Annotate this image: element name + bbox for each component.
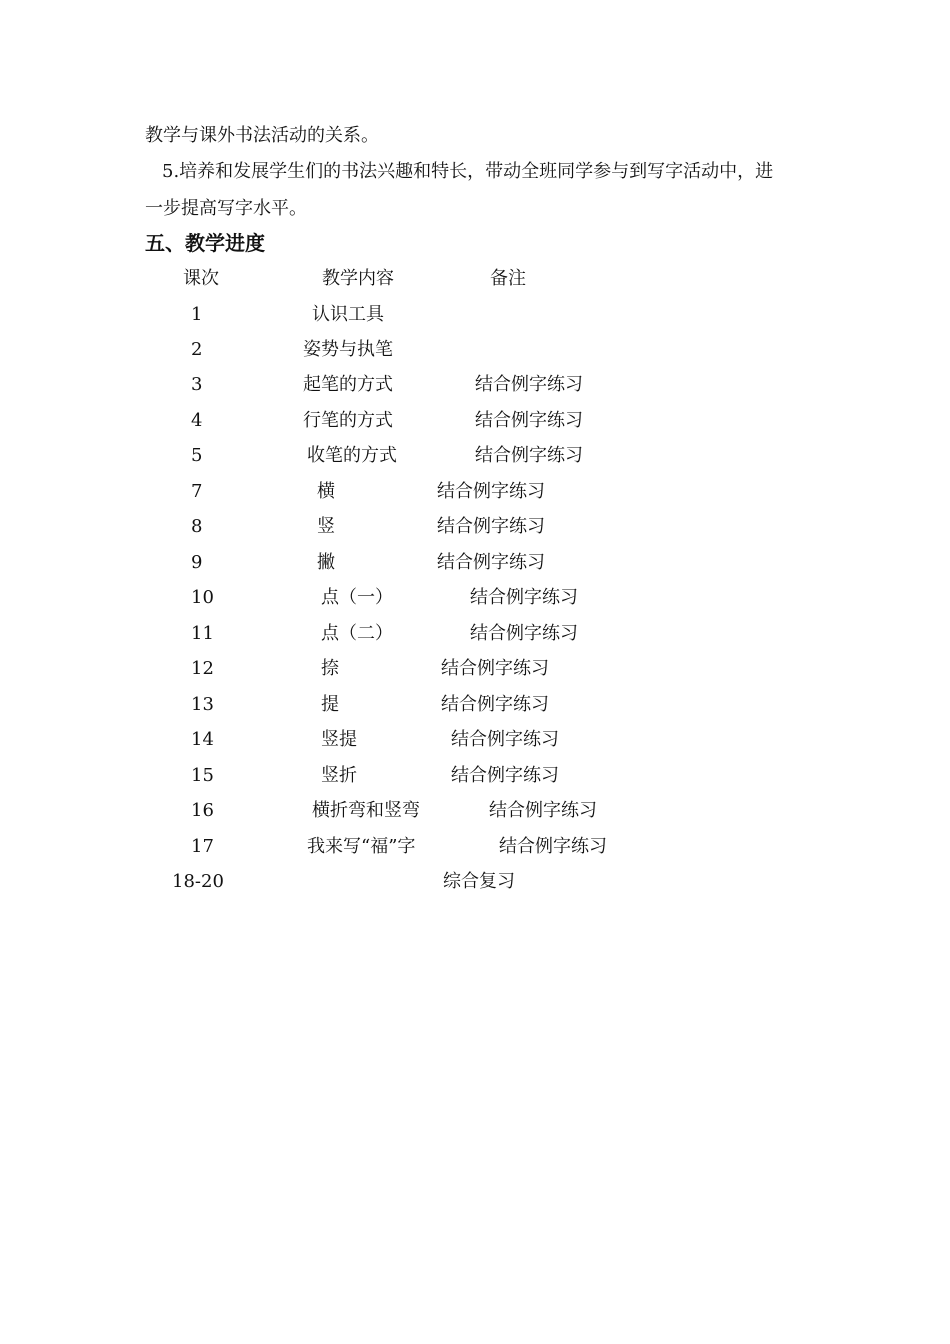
row-8-lesson: 9	[191, 552, 203, 573]
row-1-content: 认识工具	[312, 304, 384, 325]
row-6-lesson: 7	[191, 481, 203, 502]
row-9-lesson: 10	[191, 587, 214, 608]
row-7-lesson: 8	[191, 516, 203, 537]
row-4-note: 结合例字练习	[475, 410, 583, 431]
row-13-lesson: 14	[191, 729, 214, 750]
row-17-content: 综合复习	[443, 871, 515, 892]
section-heading: 五、教学进度	[145, 231, 265, 255]
paragraph-line-1: 教学与课外书法活动的关系。	[145, 125, 379, 146]
row-2-lesson: 2	[191, 339, 203, 360]
row-15-note: 结合例字练习	[489, 800, 597, 821]
row-13-note: 结合例字练习	[451, 729, 559, 750]
row-16-lesson: 17	[191, 836, 214, 857]
row-5-lesson: 5	[191, 445, 203, 466]
row-4-lesson: 4	[191, 410, 203, 431]
row-8-note: 结合例字练习	[437, 552, 545, 573]
row-11-note: 结合例字练习	[441, 658, 549, 679]
row-14-content: 竖折	[321, 765, 357, 786]
row-1-lesson: 1	[191, 304, 203, 325]
row-11-content: 捺	[321, 658, 339, 679]
row-12-lesson: 13	[191, 694, 214, 715]
row-3-note: 结合例字练习	[475, 374, 583, 395]
row-7-note: 结合例字练习	[437, 516, 545, 537]
row-16-content: 我来写“福”字	[307, 836, 416, 857]
row-12-note: 结合例字练习	[441, 694, 549, 715]
row-3-content: 起笔的方式	[303, 374, 393, 395]
header-note: 备注	[490, 268, 526, 289]
paragraph-line-3: 一步提高写字水平。	[145, 198, 307, 219]
row-9-content: 点（一）	[321, 587, 393, 608]
header-lesson: 课次	[183, 268, 219, 289]
paragraph-line-2: 5.培养和发展学生们的书法兴趣和特长，带动全班同学参与到写字活动中，进	[162, 161, 774, 182]
row-2-content: 姿势与执笔	[303, 339, 393, 360]
row-8-content: 撇	[317, 552, 335, 573]
row-12-content: 提	[321, 694, 339, 715]
row-17-lesson: 18-20	[172, 871, 224, 892]
row-3-lesson: 3	[191, 374, 203, 395]
row-14-lesson: 15	[191, 765, 214, 786]
row-7-content: 竖	[317, 516, 335, 537]
row-6-content: 横	[317, 481, 335, 502]
row-16-note: 结合例字练习	[499, 836, 607, 857]
row-5-content: 收笔的方式	[307, 445, 397, 466]
row-15-content: 横折弯和竖弯	[312, 800, 420, 821]
row-13-content: 竖提	[321, 729, 357, 750]
row-4-content: 行笔的方式	[303, 410, 393, 431]
row-14-note: 结合例字练习	[451, 765, 559, 786]
row-6-note: 结合例字练习	[437, 481, 545, 502]
row-9-note: 结合例字练习	[470, 587, 578, 608]
row-10-content: 点（二）	[321, 623, 393, 644]
row-15-lesson: 16	[191, 800, 214, 821]
row-11-lesson: 12	[191, 658, 214, 679]
row-10-note: 结合例字练习	[470, 623, 578, 644]
header-content: 教学内容	[322, 268, 394, 289]
row-10-lesson: 11	[191, 623, 214, 644]
row-5-note: 结合例字练习	[475, 445, 583, 466]
